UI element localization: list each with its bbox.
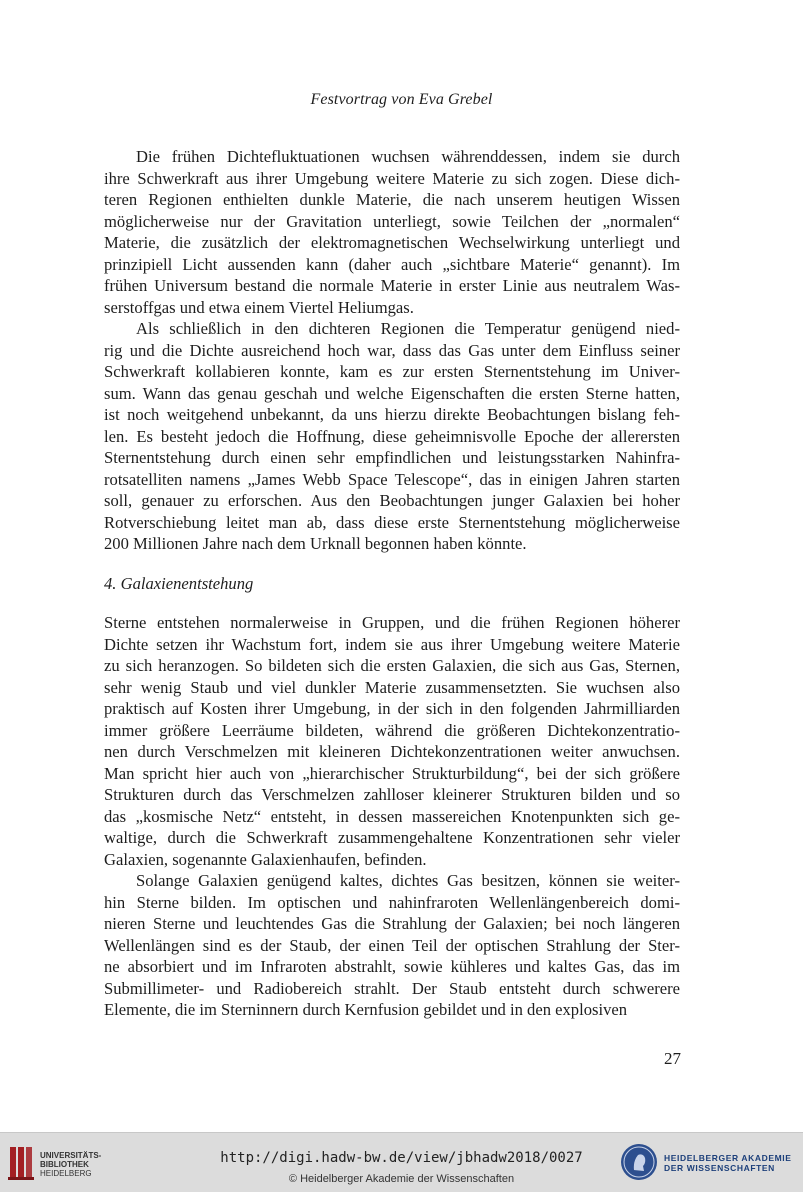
section-gap — [104, 555, 680, 573]
text-line: Sternentstehung durch einen sehr empfindlichen und leistungsstarken Nahinfra- — [104, 448, 680, 467]
academy-name-line: HEIDELBERGER AKADEMIE — [664, 1153, 792, 1163]
viewer-footer — [0, 1132, 803, 1192]
academy-seal-icon — [620, 1143, 658, 1181]
text-line: waltige, durch die Schwerkraft zusammengehaltene Konzentrationen sehr vieler — [104, 828, 680, 847]
text-line: Galaxien, sogenannte Galaxienhaufen, befinden. — [104, 849, 427, 869]
text-line: Materie, die zusätzlich der elektromagnetischen Wechselwirkung unterliegt und — [104, 233, 680, 252]
text-line: rig und die Dichte ausreichend hoch war, dass das Gas unter dem Einfluss seiner — [104, 340, 680, 360]
text-line: Submillimeter- und Radiobereich strahlt. Der Staub entsteht durch schwerere — [104, 978, 680, 998]
paragraph-2 — [104, 318, 680, 555]
text-line: möglicherweise nur der Gravitation unterliegt, sowie Teilchen der „normalen“ — [104, 211, 680, 231]
academy-name — [664, 1153, 792, 1173]
text-line: ist noch weitgehend unbekannt, da uns hierzu direkte Beobachtungen bislang feh- — [104, 405, 680, 424]
text-line: teren Regionen enthielten dunkle Materie, die nach unserem heutigen Wissen — [104, 190, 680, 209]
library-name-line: UNIVERSITÄTS- — [40, 1151, 102, 1160]
text-line: Solange Galaxien genügend kaltes, dichtes Gas besitzen, können sie weiter- — [136, 871, 680, 890]
text-line: praktisch auf Kosten ihrer Umgebung, in der sich in den folgenden Jahrmilliarden — [104, 699, 680, 718]
text-line: zu sich heranzogen. So bildeten sich die ersten Galaxien, die sich aus Gas, Sternen, — [104, 656, 680, 675]
text-line: Schwerkraft kollabieren konnte, kam es zur ersten Sternentstehung im Univer- — [104, 362, 680, 381]
text-line: Als schließlich in den dichteren Regionen die Temperatur genügend nied- — [136, 319, 680, 338]
text-line: Elemente, die im Sterninnern durch Kernfusion gebildet und in den explosiven — [104, 1000, 628, 1019]
text-line: prinzipiell Licht aussenden kann (daher auch „sichtbare Materie“ genannt). Im — [104, 254, 680, 274]
library-name-line: HEIDELBERG — [40, 1169, 92, 1178]
text-line: Man spricht hier auch von „hierarchischer Strukturbildung“, bei der sich größere — [104, 763, 680, 783]
academy-logo[interactable] — [620, 1141, 800, 1185]
text-line: Rotverschiebung leitet man ab, dass diese erste Sternentstehung möglicherweise — [104, 512, 680, 532]
page-number: 27 — [664, 1049, 681, 1068]
library-name-line: BIBLIOTHEK — [40, 1160, 89, 1169]
text-line: 200 Millionen Jahre nach dem Urknall begonnen haben könnte. — [104, 534, 527, 553]
text-line: Wellenlängen sind es der Staub, der einen Teil der optischen Strahlung der Ster- — [104, 935, 680, 955]
text-line: Dichte setzen ihr Wachstum fort, indem sie aus ihrer Umgebung weitere Materie — [104, 634, 680, 654]
section-heading: 4. Galaxienentstehung — [104, 573, 254, 593]
text-line: hin Sterne bilden. Im optischen und nahinfraroten Wellenlängenbereich domi- — [104, 892, 680, 912]
running-header: Festvortrag von Eva Grebel — [310, 91, 493, 108]
paragraph-3 — [104, 612, 680, 870]
text-line: ihre Schwerkraft aus ihrer Umgebung weitere Materie zu sich zogen. Diese dich- — [104, 168, 680, 188]
paragraph-1 — [104, 146, 680, 318]
text-line: immer größere Leerräume bildeten, während die größeren Dichtekonzentratio- — [104, 720, 680, 740]
text-line: Die frühen Dichtefluktuationen wuchsen währenddessen, indem sie durch — [136, 147, 680, 166]
text-line: sehr wenig Staub und viel dunkler Materie zusammensetzten. Sie wuchsen also — [104, 677, 680, 697]
text-line: sum. Wann das genau geschah und welche Eigenschaften die ersten Sterne hatten, — [104, 383, 680, 403]
copyright-notice: © Heidelberger Akademie der Wissenschaften — [288, 1173, 515, 1185]
text-line: nen durch Verschmelzen mit kleineren Dichtekonzentrationen weiter anwuchsen. — [104, 742, 680, 761]
text-line: serstoffgas und etwa einem Viertel Heliumgas. — [104, 297, 414, 317]
paragraph-4 — [104, 870, 680, 1021]
text-line: len. Es besteht jedoch die Hoffnung, diese geheimnisvolle Epoche der allerersten — [104, 426, 680, 446]
text-line: rotsatelliten namens „James Webb Space Telescope“, das in einigen Jahren starten — [104, 469, 680, 489]
permalink-url[interactable]: http://digi.hadw-bw.de/view/jbhadw2018/0027 — [220, 1150, 583, 1166]
section-gap — [104, 594, 680, 612]
text-line: frühen Universum bestand die normale Materie in erster Linie aus neutralem Was- — [104, 276, 680, 295]
academy-name-line: DER WISSENSCHAFTEN — [664, 1163, 775, 1173]
text-line: Strukturen durch das Verschmelzen zahlloser kleinerer Strukturen bilden und so — [104, 785, 680, 804]
body-text — [104, 146, 680, 1021]
text-line: ne absorbiert und im Infraroten abstrahlt, sowie kühleres und kaltes Gas, das im — [104, 957, 680, 976]
text-line: nieren Sterne und leuchtendes Gas die Strahlung der Galaxien; bei noch längeren — [104, 914, 680, 933]
text-line: soll, genauer zu erforschen. Aus den Beobachtungen junger Galaxien bei hoher — [104, 491, 680, 510]
text-line: Sterne entstehen normalerweise in Gruppen, und die frühen Regionen höherer — [104, 613, 680, 632]
text-line: das „kosmische Netz“ entsteht, in dessen massereichen Knotenpunkten sich ge- — [104, 806, 680, 826]
